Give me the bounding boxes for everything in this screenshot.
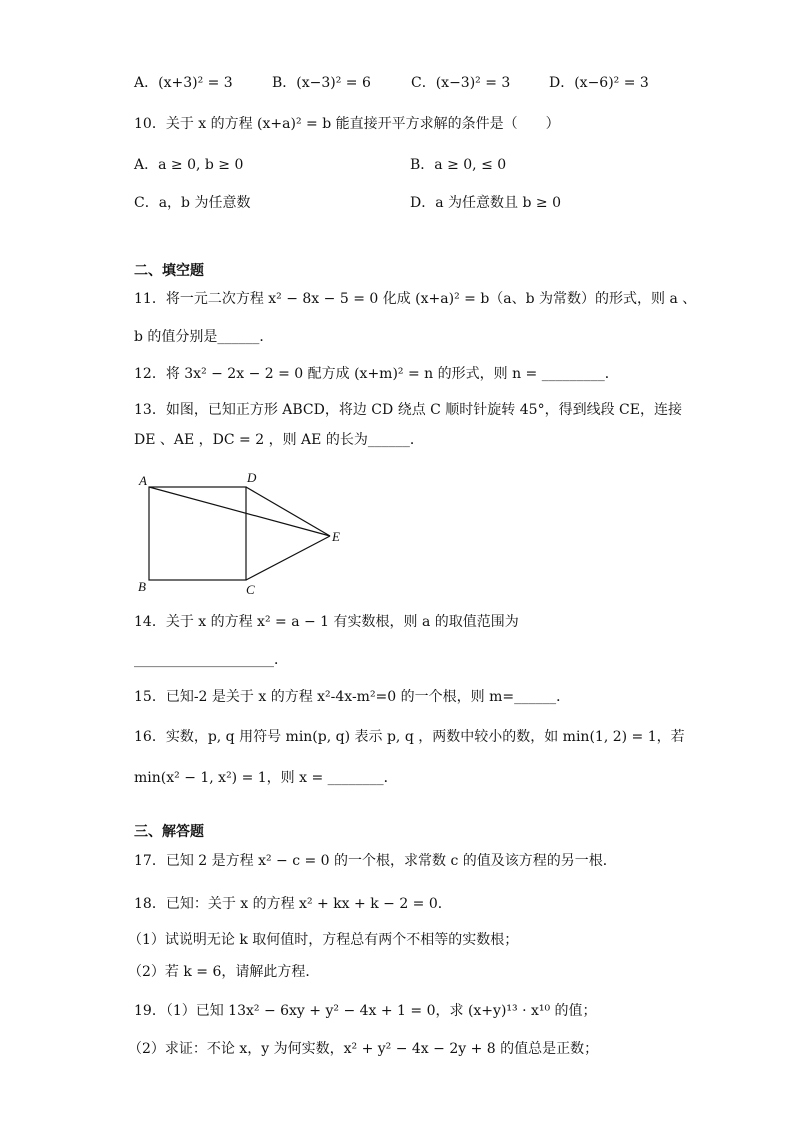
- q10-option-a: A．a ≥ 0, b ≥ 0: [134, 157, 244, 173]
- q10-stem: 10．关于 x 的方程 (x+a)² = b 能直接开平方求解的条件是（ ）: [134, 116, 560, 132]
- q11-line1: 11．将一元二次方程 x² − 8x − 5 = 0 化成 (x+a)² = b（a、b 为常数）的形式，则 a 、: [134, 291, 697, 307]
- segment-ae: [149, 487, 330, 536]
- q15: 15．已知-2 是关于 x 的方程 x²-4x-m²=0 的一个根，则 m=______．: [134, 689, 571, 705]
- q16-line2: min(x² − 1, x²) = 1，则 x = ________．: [134, 770, 398, 786]
- q17: 17．已知 2 是方程 x² − c = 0 的一个根，求常数 c 的值及该方程的另一根．: [134, 853, 617, 869]
- q10-option-b: B．a ≥ 0, ≤ 0: [410, 157, 507, 173]
- q12: 12．将 3x² − 2x − 2 = 0 配方成 (x+m)² = n 的形式，则 n = _________．: [134, 366, 619, 382]
- q19-part1: 19．（1）已知 13x² − 6xy + y² − 4x + 1 = 0，求 (x+y)¹³ · x¹⁰ 的值；: [134, 1003, 597, 1019]
- section-heading-fill-in: 二、填空题: [134, 263, 204, 279]
- label-b: B: [138, 579, 146, 594]
- segment-ce: [246, 536, 330, 580]
- q18-stem: 18．已知：关于 x 的方程 x² + kx + k − 2 = 0．: [134, 896, 452, 912]
- q9-option-d: D．(x−6)² = 3: [549, 75, 649, 91]
- label-d: D: [247, 470, 257, 485]
- q14-line1: 14．关于 x 的方程 x² = a − 1 有实数根，则 a 的取值范围为: [134, 614, 519, 630]
- q13-line1: 13．如图，已知正方形 ABCD，将边 CD 绕点 C 顺时针旋转 45°，得到线段 CE，连接: [134, 402, 682, 418]
- q9-option-b: B．(x−3)² = 6: [272, 75, 371, 91]
- section-heading-solutions: 三、解答题: [134, 824, 204, 840]
- q18-part2: （2）若 k = 6，请解此方程．: [128, 964, 320, 980]
- q9-option-a: A．(x+3)² = 3: [134, 75, 233, 91]
- q16-line1: 16．实数，p, q 用符号 min(p, q) 表示 p, q ，两数中较小的数，如 min(1, 2) = 1，若: [134, 729, 685, 745]
- label-c: C: [246, 582, 255, 597]
- q10-option-d: D．a 为任意数且 b ≥ 0: [410, 195, 561, 211]
- q13-figure: [134, 468, 354, 600]
- square-abcd: [149, 487, 246, 580]
- label-e: E: [332, 529, 340, 544]
- segment-de: [246, 487, 330, 536]
- q19-part2: （2）求证：不论 x，y 为何实数，x² + y² − 4x − 2y + 8 的值总是正数；: [128, 1041, 599, 1057]
- q13-line2: DE 、AE ，DC = 2 ，则 AE 的长为______．: [134, 432, 424, 448]
- q18-part1: （1）试说明无论 k 取何值时，方程总有两个不相等的实数根；: [128, 932, 519, 948]
- label-a: A: [139, 473, 147, 488]
- q11-line2: b 的值分别是______．: [134, 329, 274, 345]
- q14-answer-blank: ____________________．: [134, 652, 288, 668]
- q10-option-c: C．a，b 为任意数: [134, 195, 251, 211]
- q9-option-c: C．(x−3)² = 3: [411, 75, 511, 91]
